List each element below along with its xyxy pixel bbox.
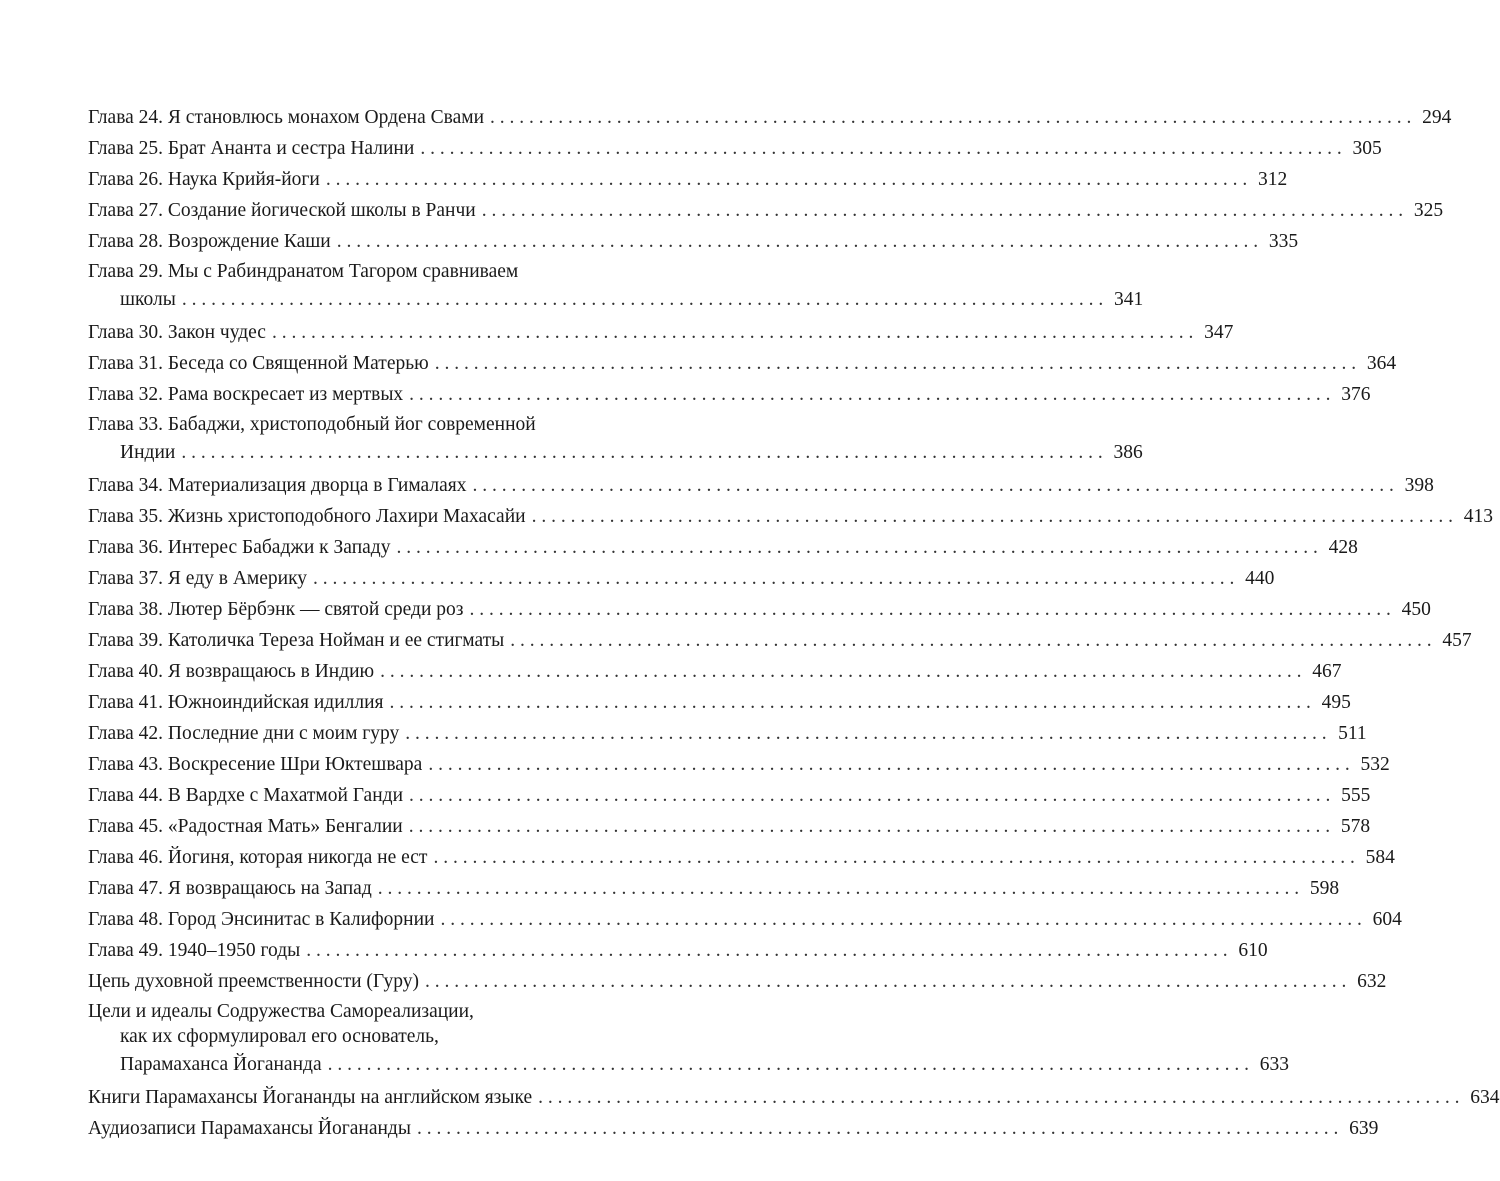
toc-entry-title-line: Цели и идеалы Содружества Самореализации, xyxy=(88,1001,474,1022)
toc-entry-title-line: школы xyxy=(120,289,176,310)
dot-leader xyxy=(510,625,1431,656)
toc-entry-page: 325 xyxy=(1413,200,1444,221)
dot-leader xyxy=(469,594,1390,625)
dot-leader xyxy=(306,935,1227,966)
toc-entry-page: 604 xyxy=(1372,909,1402,930)
toc-entry-page: 633 xyxy=(1259,1054,1289,1075)
dot-leader xyxy=(428,749,1349,780)
toc-entry-title: Глава 30. Закон чудес xyxy=(88,322,266,343)
dot-leader xyxy=(409,780,1330,811)
toc-entry[interactable] xyxy=(88,904,1402,935)
toc-entry-page: 386 xyxy=(1113,442,1143,463)
toc-entry[interactable] xyxy=(88,687,1351,718)
toc-entry[interactable] xyxy=(88,501,1493,532)
toc-entry-page: 457 xyxy=(1442,630,1472,651)
toc-entry-title: Глава 37. Я еду в Америку xyxy=(88,568,308,589)
toc-entry-page: 578 xyxy=(1340,816,1371,837)
toc-entry-title: Глава 47. Я возвращаюсь на Запад xyxy=(88,878,372,899)
dot-leader xyxy=(396,532,1317,563)
toc-entry-title: Глава 48. Город Энсинитас в Калифорнии xyxy=(88,909,435,930)
toc-entry-title-line: Индии xyxy=(120,442,176,463)
toc-entry-page: 376 xyxy=(1341,384,1371,405)
dot-leader xyxy=(181,437,1102,468)
toc-entry[interactable] xyxy=(88,997,1289,1082)
toc-entry[interactable] xyxy=(88,811,1371,842)
toc-entry-title: Глава 41. Южноиндийская идиллия xyxy=(88,692,384,713)
toc-entry[interactable] xyxy=(88,842,1395,873)
dot-leader xyxy=(433,842,1354,873)
toc-entry-page: 341 xyxy=(1113,289,1144,310)
toc-entry-title: Глава 49. 1940–1950 годы xyxy=(88,940,301,961)
toc-entry-page: 584 xyxy=(1365,847,1395,868)
toc-entry-title: Аудиозаписи Парамахансы Йогананды xyxy=(88,1118,411,1139)
toc-entry-title: Глава 31. Беседа со Священной Матерью xyxy=(88,353,429,374)
dot-leader xyxy=(409,811,1330,842)
toc-entry-title: Глава 46. Йогиня, которая никогда не ест xyxy=(88,847,428,868)
toc-entry-title: Глава 25. Брат Ананта и сестра Налини xyxy=(88,138,415,159)
dot-leader xyxy=(313,563,1234,594)
toc-entry-title: Глава 45. «Радостная Мать» Бенгалии xyxy=(88,816,403,837)
toc-entry-title: Книги Парамахансы Йогананды на английском языке xyxy=(88,1087,533,1108)
dot-leader xyxy=(482,195,1403,226)
toc-entry[interactable] xyxy=(88,749,1390,780)
toc-entry[interactable] xyxy=(88,594,1431,625)
toc-entry-title-line: как их сформулировал его основатель, xyxy=(120,1026,439,1047)
dot-leader xyxy=(490,102,1411,133)
dot-leader xyxy=(326,164,1247,195)
toc-entry[interactable] xyxy=(88,164,1288,195)
dot-leader xyxy=(380,656,1301,687)
toc-entry[interactable] xyxy=(88,133,1382,164)
toc-entry-page: 532 xyxy=(1360,754,1390,775)
dot-leader xyxy=(409,379,1330,410)
dot-leader xyxy=(182,284,1103,315)
dot-leader xyxy=(337,226,1258,257)
toc-entry-page: 364 xyxy=(1366,353,1397,374)
toc-entry-title: Глава 28. Возрождение Каши xyxy=(88,231,331,252)
toc-entry-title-line: Глава 33. Бабаджи, христоподобный йог современной xyxy=(88,414,536,435)
toc-entry-title-line: Глава 29. Мы с Рабиндранатом Тагором сравниваем xyxy=(88,261,519,282)
dot-leader xyxy=(538,1082,1459,1113)
dot-leader xyxy=(417,1113,1338,1144)
dot-leader xyxy=(420,133,1341,164)
dot-leader xyxy=(440,904,1361,935)
dot-leader xyxy=(425,966,1346,997)
table-of-contents xyxy=(88,102,1500,1144)
dot-leader xyxy=(272,317,1193,348)
toc-entry-title: Глава 36. Интерес Бабаджи к Западу xyxy=(88,537,391,558)
dot-leader xyxy=(378,873,1299,904)
toc-entry[interactable] xyxy=(88,966,1387,997)
toc-entry-page: 610 xyxy=(1238,940,1268,961)
toc-entry[interactable] xyxy=(88,873,1340,904)
toc-entry[interactable] xyxy=(88,226,1299,257)
toc-entry[interactable] xyxy=(88,718,1367,749)
toc-entry[interactable] xyxy=(88,317,1234,348)
dot-leader xyxy=(390,687,1311,718)
toc-entry-page: 634 xyxy=(1470,1087,1500,1108)
toc-entry[interactable] xyxy=(88,563,1275,594)
toc-entry-title: Глава 38. Лютер Бёрбэнк — святой среди роз xyxy=(88,599,464,620)
toc-entry[interactable] xyxy=(88,1113,1379,1144)
toc-entry-page: 428 xyxy=(1328,537,1358,558)
toc-entry-title: Глава 24. Я становлюсь монахом Ордена Свами xyxy=(88,107,485,128)
toc-entry-page: 511 xyxy=(1338,723,1367,744)
dot-leader xyxy=(405,718,1326,749)
toc-entry-title: Глава 35. Жизнь христоподобного Лахири Махасайи xyxy=(88,506,526,527)
toc-entry[interactable] xyxy=(88,470,1434,501)
toc-entry-page: 312 xyxy=(1257,169,1288,190)
toc-entry-page: 632 xyxy=(1357,971,1387,992)
toc-entry-page: 440 xyxy=(1245,568,1275,589)
toc-entry[interactable] xyxy=(88,532,1358,563)
toc-entry-page: 639 xyxy=(1349,1118,1379,1139)
toc-entry[interactable] xyxy=(88,410,1143,470)
toc-entry[interactable] xyxy=(88,780,1371,811)
toc-entry-page: 335 xyxy=(1268,231,1299,252)
toc-entry-page: 294 xyxy=(1422,107,1452,128)
toc-entry-title: Глава 27. Создание йогической школы в Ранчи xyxy=(88,200,476,221)
toc-entry[interactable] xyxy=(88,348,1397,379)
toc-entry-title: Глава 43. Воскресение Шри Юктешвара xyxy=(88,754,423,775)
toc-entry[interactable] xyxy=(88,195,1444,226)
toc-entry-page: 495 xyxy=(1321,692,1351,713)
toc-entry[interactable] xyxy=(88,379,1371,410)
dot-leader xyxy=(328,1049,1249,1080)
toc-entry[interactable] xyxy=(88,656,1342,687)
toc-entry-page: 450 xyxy=(1401,599,1431,620)
toc-entry-page: 305 xyxy=(1352,138,1382,159)
toc-entry-page: 398 xyxy=(1404,475,1434,496)
toc-entry[interactable] xyxy=(88,102,1452,133)
toc-entry-page: 598 xyxy=(1309,878,1340,899)
toc-entry[interactable] xyxy=(88,257,1144,317)
dot-leader xyxy=(473,470,1394,501)
dot-leader xyxy=(435,348,1356,379)
toc-entry[interactable] xyxy=(88,625,1472,656)
toc-entry-title: Глава 42. Последние дни с моим гуру xyxy=(88,723,400,744)
toc-entry-page: 347 xyxy=(1204,322,1234,343)
toc-entry[interactable] xyxy=(88,1082,1500,1113)
dot-leader xyxy=(532,501,1453,532)
toc-entry-page: 467 xyxy=(1312,661,1342,682)
toc-entry-title: Глава 34. Материализация дворца в Гималаях xyxy=(88,475,467,496)
toc-entry-title: Глава 26. Наука Крийя-йоги xyxy=(88,169,320,190)
toc-entry-page: 413 xyxy=(1463,506,1493,527)
toc-entry-page: 555 xyxy=(1341,785,1371,806)
toc-entry-title: Цепь духовной преемственности (Гуру) xyxy=(88,971,419,992)
toc-entry[interactable] xyxy=(88,935,1268,966)
toc-entry-title: Глава 39. Католичка Тереза Нойман и ее стигматы xyxy=(88,630,505,651)
toc-entry-title-line: Парамаханса Йогананда xyxy=(120,1054,322,1075)
toc-entry-title: Глава 40. Я возвращаюсь в Индию xyxy=(88,661,375,682)
toc-entry-title: Глава 32. Рама воскресает из мертвых xyxy=(88,384,404,405)
toc-entry-title: Глава 44. В Вардхе с Махатмой Ганди xyxy=(88,785,403,806)
